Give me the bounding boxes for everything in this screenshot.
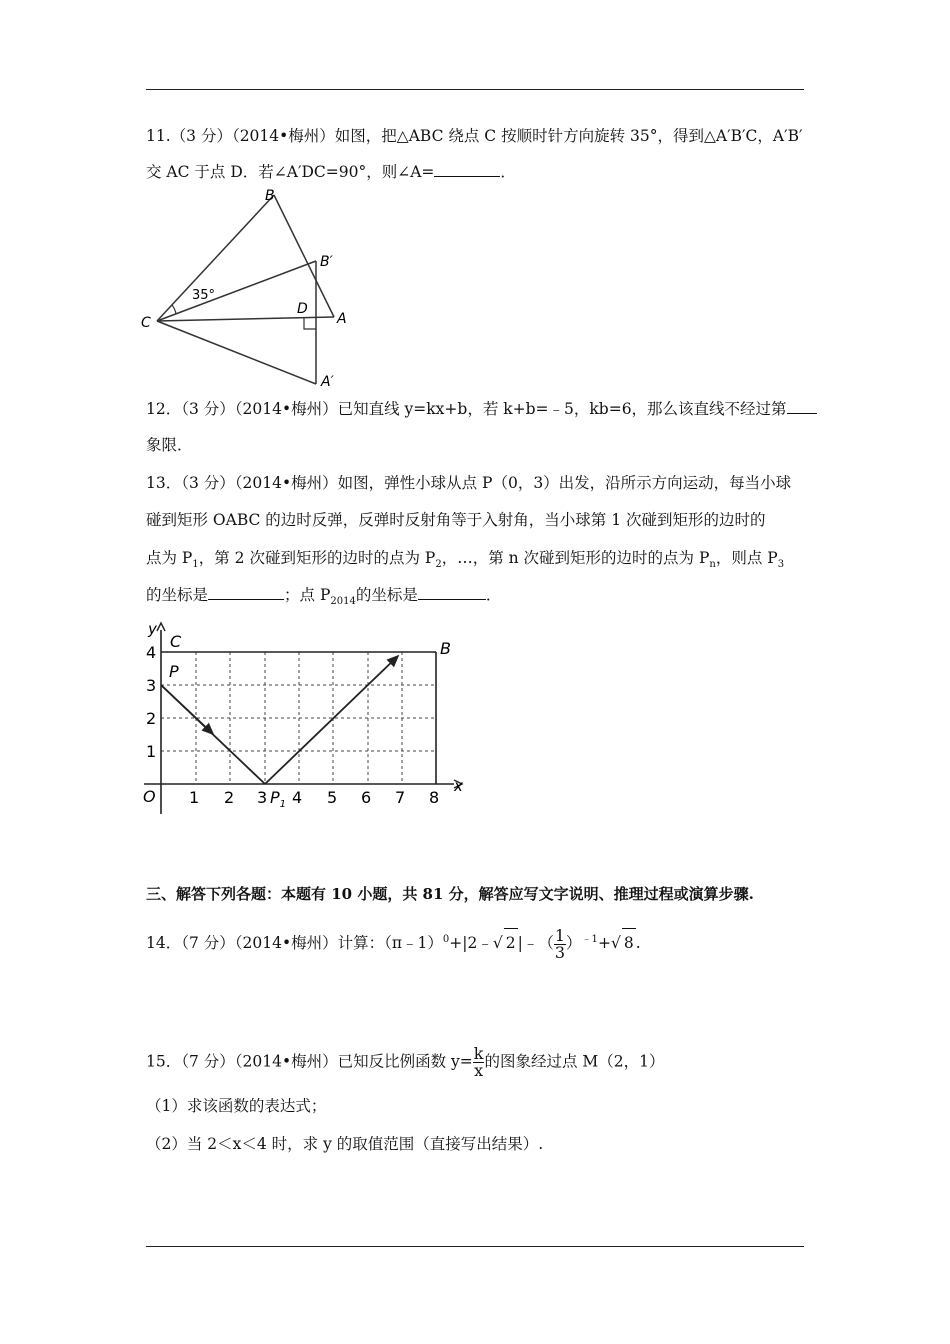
q14-mid4: + — [597, 934, 611, 953]
q15-part2 — [146, 1134, 543, 1154]
grid — [161, 652, 436, 784]
segment-CAp — [157, 321, 316, 384]
q15-fraction — [473, 1046, 485, 1079]
q13-line2 — [146, 510, 766, 530]
q14-exp-neg1: ﹣1 — [581, 934, 598, 945]
q13-figure — [140, 618, 470, 828]
label-D: D — [297, 301, 308, 317]
label-angle: 35° — [192, 288, 216, 303]
y-tick-1: 1 — [146, 742, 157, 761]
q13-answer-blank-1[interactable] — [208, 585, 284, 600]
label-y: y — [148, 620, 157, 638]
y-tick-3: 3 — [146, 676, 157, 695]
label-O: O — [143, 787, 156, 806]
q11-text2-end: ． — [500, 163, 516, 181]
q13-text1: 13．（3 分）（2014•梅州）如图，弹性小球从点 P（0，3）出发，沿所示方向运动，每当小球 — [146, 474, 792, 492]
label-A: A — [337, 311, 347, 327]
q13-text4d: ． — [485, 586, 502, 604]
label-C: C — [170, 632, 182, 651]
q13-text3b: ，第 2 次碰到矩形的边时的点为 P — [198, 549, 436, 567]
path-P1-to-top — [265, 656, 398, 784]
q11-text1: 11.（3 分）（2014•梅州）如图，把△ABC 绕点 C 按顺时针方向旋转 35°，得到△A′B′C，A′B′ — [146, 127, 803, 145]
q13-text4b: ；点 P — [284, 586, 331, 604]
q14-mid1: +|2﹣ — [449, 934, 493, 953]
y-tick-4: 4 — [146, 643, 157, 662]
section3-heading — [146, 884, 754, 904]
q13-line3 — [146, 548, 784, 575]
x-tick-3: 3 — [257, 788, 268, 807]
q13-text4a: 的坐标是 — [146, 586, 209, 604]
q13-text3d: ，则点 P — [715, 549, 778, 567]
q15-part1-text: （1）求该函数的表达式； — [146, 1097, 327, 1115]
label-Ap: A′ — [321, 374, 334, 390]
header-rule — [146, 89, 804, 90]
q14-sqrt2-radicand: 2 — [504, 928, 518, 957]
x-tick-5: 5 — [327, 788, 338, 807]
x-tick-8: 8 — [429, 788, 440, 807]
label-P1: $P_1$ — [270, 788, 287, 810]
x-tick-6: 6 — [361, 788, 372, 807]
label-x: x — [454, 777, 463, 795]
label-P: P — [169, 662, 179, 681]
path-arrow-1 — [161, 685, 213, 734]
x-tick-2: 2 — [224, 788, 235, 807]
q14-line — [146, 926, 641, 961]
angle-arc — [172, 305, 176, 314]
q13-line4 — [146, 585, 501, 612]
segment-CBp — [157, 261, 316, 321]
right-angle-mark — [304, 318, 316, 329]
q12-text1: 12．（3 分）（2014•梅州）已知直线 y=kx+b，若 k+b=﹣5，kb=6，那么该直线不经过第 — [146, 400, 787, 418]
q14-mid2: |﹣（ — [517, 934, 554, 953]
q11-line1 — [146, 126, 803, 146]
q13-answer-blank-2[interactable] — [418, 585, 486, 600]
q13-text3c: ，…，第 n 次碰到矩形的边时的点为 P — [441, 549, 710, 567]
q15-line — [146, 1046, 665, 1079]
q14-end: . — [635, 934, 641, 953]
x-tick-7: 7 — [395, 788, 406, 807]
q14-pre: 14．（7 分）（2014•梅州）计算：（π﹣1） — [146, 934, 443, 953]
y-axis-arrow — [157, 623, 165, 631]
segment-CB — [157, 195, 274, 321]
q13-text3a: 点为 P — [146, 549, 193, 567]
q12-text2: 象限． — [146, 436, 193, 454]
q13-sub1: 1 — [192, 559, 199, 571]
q14-mid3: ） — [566, 934, 582, 953]
footer-rule — [146, 1246, 804, 1247]
q11-text2: 交 AC 于点 D．若∠A′DC=90°，则∠A= — [146, 163, 435, 181]
q13-sub2: 2 — [435, 559, 442, 571]
q14-sqrt8: √ 8 — [611, 934, 636, 952]
q15-frac-num: k — [473, 1044, 484, 1063]
section3-heading-text: 三、解答下列各题：本题有 10 小题，共 81 分，解答应写文字说明、推理过程或演算步骤. — [146, 885, 754, 903]
q13-line1 — [146, 473, 791, 493]
q12-line2 — [146, 435, 193, 455]
q13-subn: n — [709, 559, 716, 571]
q12-answer-blank[interactable] — [787, 399, 817, 414]
q14-frac-den: 3 — [554, 942, 566, 962]
q13-text4c: 的坐标是 — [355, 586, 418, 604]
label-B: B — [440, 639, 451, 658]
label-Bp: B′ — [320, 254, 333, 270]
q14-frac-num: 1 — [554, 925, 566, 945]
q15-part1 — [146, 1096, 326, 1116]
q11-answer-blank[interactable] — [434, 162, 500, 177]
q14-sqrt8-radicand: 8 — [622, 928, 636, 957]
q11-figure — [138, 186, 358, 391]
q13-text2: 碰到矩形 OABC 的边时反弹，反弹时反射角等于入射角，当小球第 1 次碰到矩形的边时的 — [146, 511, 766, 529]
q13-sub2014: 2014 — [330, 596, 356, 608]
q15-post: 的图象经过点 M（2，1） — [484, 1052, 665, 1071]
segment-CA — [157, 317, 334, 321]
q11-line2 — [146, 162, 516, 182]
q15-part2-text: （2）当 2＜x＜4 时，求 y 的取值范围（直接写出结果）. — [146, 1135, 544, 1153]
x-tick-1: 1 — [189, 788, 200, 807]
label-C: C — [141, 315, 151, 331]
q14-fraction — [554, 925, 566, 962]
q13-sub3: 3 — [777, 559, 785, 571]
q14-sqrt2: √ 2 — [493, 934, 518, 952]
label-B: B — [265, 188, 275, 204]
q15-pre: 15．（7 分）（2014•梅州）已知反比例函数 y= — [146, 1052, 473, 1071]
y-tick-2: 2 — [146, 709, 157, 728]
x-tick-4: 4 — [292, 788, 303, 807]
q12-line1 — [146, 399, 817, 419]
q14-exp0: 0 — [442, 934, 450, 945]
q15-frac-den: x — [474, 1061, 484, 1080]
